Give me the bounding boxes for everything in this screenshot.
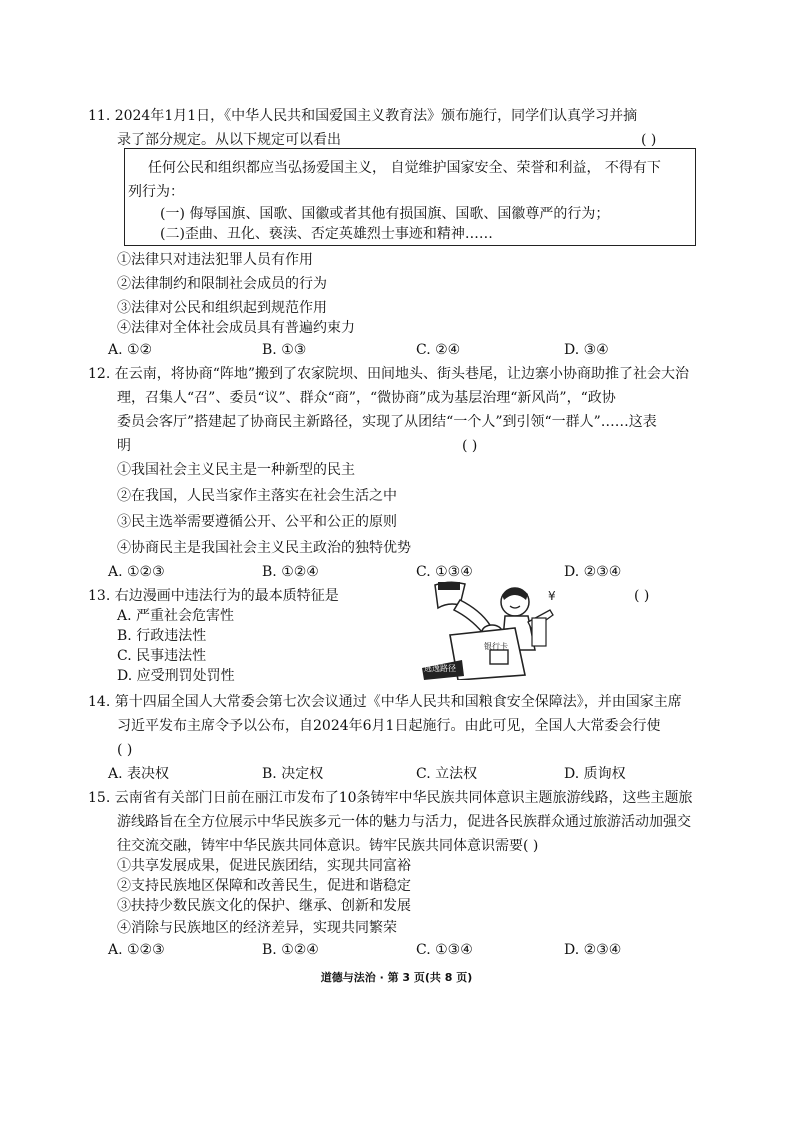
q13-option-d[interactable]: D. 应受刑罚处罚性 [117,668,235,684]
q13-option-a[interactable]: A. 严重社会危害性 [117,608,235,624]
q13-option-c[interactable]: C. 民事违法性 [117,648,207,664]
page-footer: 道德与法治 · 第 3 页(共 8 页) [320,971,473,984]
q11-item: ③法律对公民和组织起到规范作用 [117,300,327,316]
q11-box-line: (二)歪曲、丑化、亵渎、否定英雄烈士事迹和精神…… [160,226,493,242]
q12-item: ②在我国，人民当家作主落实在社会生活之中 [117,488,397,504]
svg-text:¥: ¥ [548,589,556,603]
q15-option-b[interactable]: B. ①②④ [262,942,319,958]
q11-stem-line1: 11. 2024年1月1日，《中华人民共和国爱国主义教育法》颁布施行，同学们认真学习并摘 [88,108,638,124]
q12-item: ④协商民主是我国社会主义民主政治的独特优势 [117,540,411,556]
q12-stem-line: 理，召集人“召”、委员“议”、群众“商”，“微协商”成为基层治理“新风尚”，“政协 [117,390,616,406]
q15-stem-line: 往交流交融，铸牢中华民族共同体意识。铸牢民族共同体意识需要( ) [117,838,539,854]
q12-item: ③民主选举需要遵循公开、公平和公正的原则 [117,514,397,530]
q11-box-line: 任何公民和组织都应当弘扬爱国主义， 自觉维护国家安全、荣誉和利益， 不得有下 [148,160,661,176]
q14-option-b[interactable]: B. 决定权 [262,766,324,782]
q12-option-b[interactable]: B. ①②④ [262,564,319,580]
q12-option-c[interactable]: C. ①③④ [416,564,473,580]
q13-answer-paren: ( ) [634,588,650,604]
q11-box-line: 列行为： [128,184,184,200]
q14-answer-paren: ( ) [117,742,133,758]
q15-item: ④消除与民族地区的经济差异，实现共同繁荣 [117,920,397,936]
q13-stem: 13. 右边漫画中违法行为的最本质特征是 [88,588,339,604]
q15-option-d[interactable]: D. ②③④ [564,942,622,958]
q15-item: ②支持民族地区保障和改善民生，促进和谐稳定 [117,878,411,894]
q11-box-line: (一) 侮辱国旗、国歌、国徽或者其他有损国旗、国歌、国徽尊严的行为； [160,206,610,222]
q11-option-c[interactable]: C. ②④ [416,342,461,358]
q15-option-c[interactable]: C. ①③④ [416,942,473,958]
q12-stem-line: 委员会客厅”搭建起了协商民主新路径，实现了从团结“一个人”到引领“一群人”……这表 [117,414,657,430]
cartoon-bank-card-label: 银行卡 [484,642,508,651]
q14-stem-line: 14. 第十四届全国人大常委会第七次会议通过《中华人民共和国粮食安全保障法》，并由国家主席 [88,694,682,710]
q13-option-b[interactable]: B. 行政违法性 [117,628,207,644]
q11-item: ④法律对全体社会成员具有普遍约束力 [117,320,355,336]
q12-answer-paren: ( ) [462,438,478,454]
q14-stem-line: 习近平发布主席令予以公布，自2024年6月1日起施行。由此可见，全国人大常委会行使 [117,718,661,734]
q12-stem-line: 明 [117,438,131,454]
q11-option-d[interactable]: D. ③④ [564,342,609,358]
q14-option-c[interactable]: C. 立法权 [416,766,478,782]
q11-answer-paren: ( ) [641,132,657,148]
q14-option-a[interactable]: A. 表决权 [108,766,170,782]
q11-item: ①法律只对违法犯罪人员有作用 [117,252,313,268]
q11-stem-line2: 录了部分规定。从以下规定可以看出 [117,132,341,148]
q14-option-d[interactable]: D. 质询权 [564,766,626,782]
q11-option-b[interactable]: B. ①③ [262,342,307,358]
q15-stem-line: 15. 云南省有关部门日前在丽江市发布了10条铸牢中华民族共同体意识主题旅游线路，这些主题旅 [88,790,693,806]
q12-item: ①我国社会主义民主是一种新型的民主 [117,462,355,478]
q15-option-a[interactable]: A. ①②③ [108,942,165,958]
cartoon-escape-label: 逃逸路径 [424,664,456,673]
q15-item: ①共享发展成果，促进民族团结，实现共同富裕 [117,858,411,874]
q15-stem-line: 游线路旨在全方位展示中华民族多元一体的魅力与活力，促进各民族群众通过旅游活动加强交 [117,814,691,830]
q11-item: ②法律制约和限制社会成员的行为 [117,276,327,292]
q15-item: ③扶持少数民族文化的保护、继承、创新和发展 [117,898,411,914]
q12-option-a[interactable]: A. ①②③ [108,564,165,580]
q12-option-d[interactable]: D. ②③④ [564,564,622,580]
q11-option-a[interactable]: A. ①② [108,342,153,358]
q12-stem-line: 12. 在云南，将协商“阵地”搬到了农家院坝、田间地头、街头巷尾，让边寨小协商助推了社会大治 [88,366,690,382]
